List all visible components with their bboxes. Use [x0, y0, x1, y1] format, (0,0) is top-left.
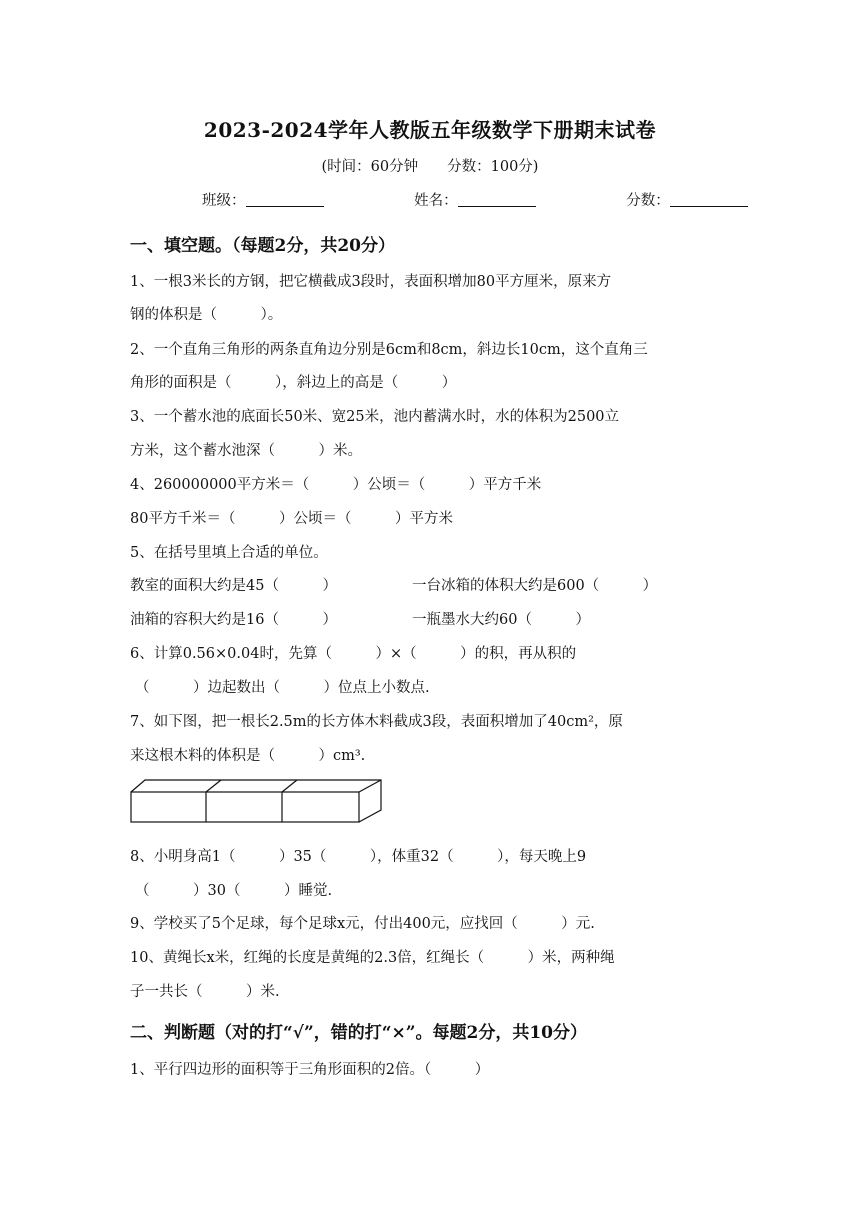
front-face — [131, 792, 359, 822]
name-label: 姓名： — [414, 193, 458, 209]
question-line: 8、小明身高1（ ）35（ ），体重32（ ），每天晚上9 — [130, 849, 587, 865]
class-label: 班级： — [202, 193, 246, 209]
page-title: 2023-2024学年人教版五年级数学下册期末试卷 — [203, 118, 657, 142]
section-heading-fill-blank: 一、填空题。（每题2分，共20分） — [130, 236, 395, 256]
question-line: 角形的面积是（ ），斜边上的高是（ ） — [130, 375, 457, 391]
cut-wood-figure — [130, 779, 382, 823]
score-blank[interactable] — [670, 192, 748, 207]
section-heading-true-false: 二、判断题（对的打“√”，错的打“×”。每题2分，共10分） — [130, 1023, 588, 1043]
unit-item: 一台冰箱的体积大约是600（ ） — [412, 578, 658, 594]
question-line: （ ）边起数出（ ）位点上小数点. — [135, 680, 430, 696]
question-line: 来这根木料的体积是（ ）cm³. — [130, 748, 366, 764]
unit-item: 教室的面积大约是45（ ） — [130, 578, 337, 594]
class-blank[interactable] — [246, 192, 324, 207]
question-line: 子一共长（ ）米. — [130, 984, 280, 1000]
question-line: 6、计算0.56×0.04时，先算（ ）×（ ）的积，再从积的 — [130, 646, 577, 662]
question-line: 2、一个直角三角形的两条直角边分别是6cm和8cm，斜边长10cm，这个直角三 — [130, 342, 648, 358]
question-line: 1、平行四边形的面积等于三角形面积的2倍。（ ） — [130, 1062, 490, 1078]
question-line: 3、一个蓄水池的底面长50米、宽25米，池内蓄满水时，水的体积为2500立 — [130, 409, 620, 425]
unit-item: 一瓶墨水大约60（ ） — [412, 612, 590, 628]
question-line: 钢的体积是（ ）。 — [130, 307, 283, 323]
score-label: 分数： — [626, 193, 670, 209]
question-line: 5、在括号里填上合适的单位。 — [130, 545, 328, 561]
question-line: （ ）30（ ）睡觉. — [135, 883, 333, 899]
question-line: 7、如下图，把一根长2.5m的长方体木料截成3段，表面积增加了40cm²，原 — [130, 714, 623, 730]
question-line: 9、学校买了5个足球，每个足球x元，付出400元，应找回（ ）元. — [130, 916, 595, 932]
question-line: 方米，这个蓄水池深（ ）米。 — [130, 443, 362, 459]
question-line: 10、黄绳长x米，红绳的长度是黄绳的2.3倍，红绳长（ ）米，两种绳 — [130, 950, 615, 966]
question-line: 4、260000000平方米＝（ ）公顷＝（ ）平方千米 — [130, 477, 542, 493]
student-info-row — [202, 189, 748, 210]
name-blank[interactable] — [458, 192, 536, 207]
question-line: 80平方千米＝（ ）公顷＝（ ）平方米 — [130, 511, 453, 527]
top-side-edges — [131, 780, 381, 822]
exam-time-score: (时间：60分钟 分数：100分) — [321, 159, 539, 175]
question-line: 1、一根3米长的方钢，把它横截成3段时，表面积增加80平方厘米，原来方 — [130, 274, 612, 290]
unit-item: 油箱的容积大约是16（ ） — [130, 612, 337, 628]
